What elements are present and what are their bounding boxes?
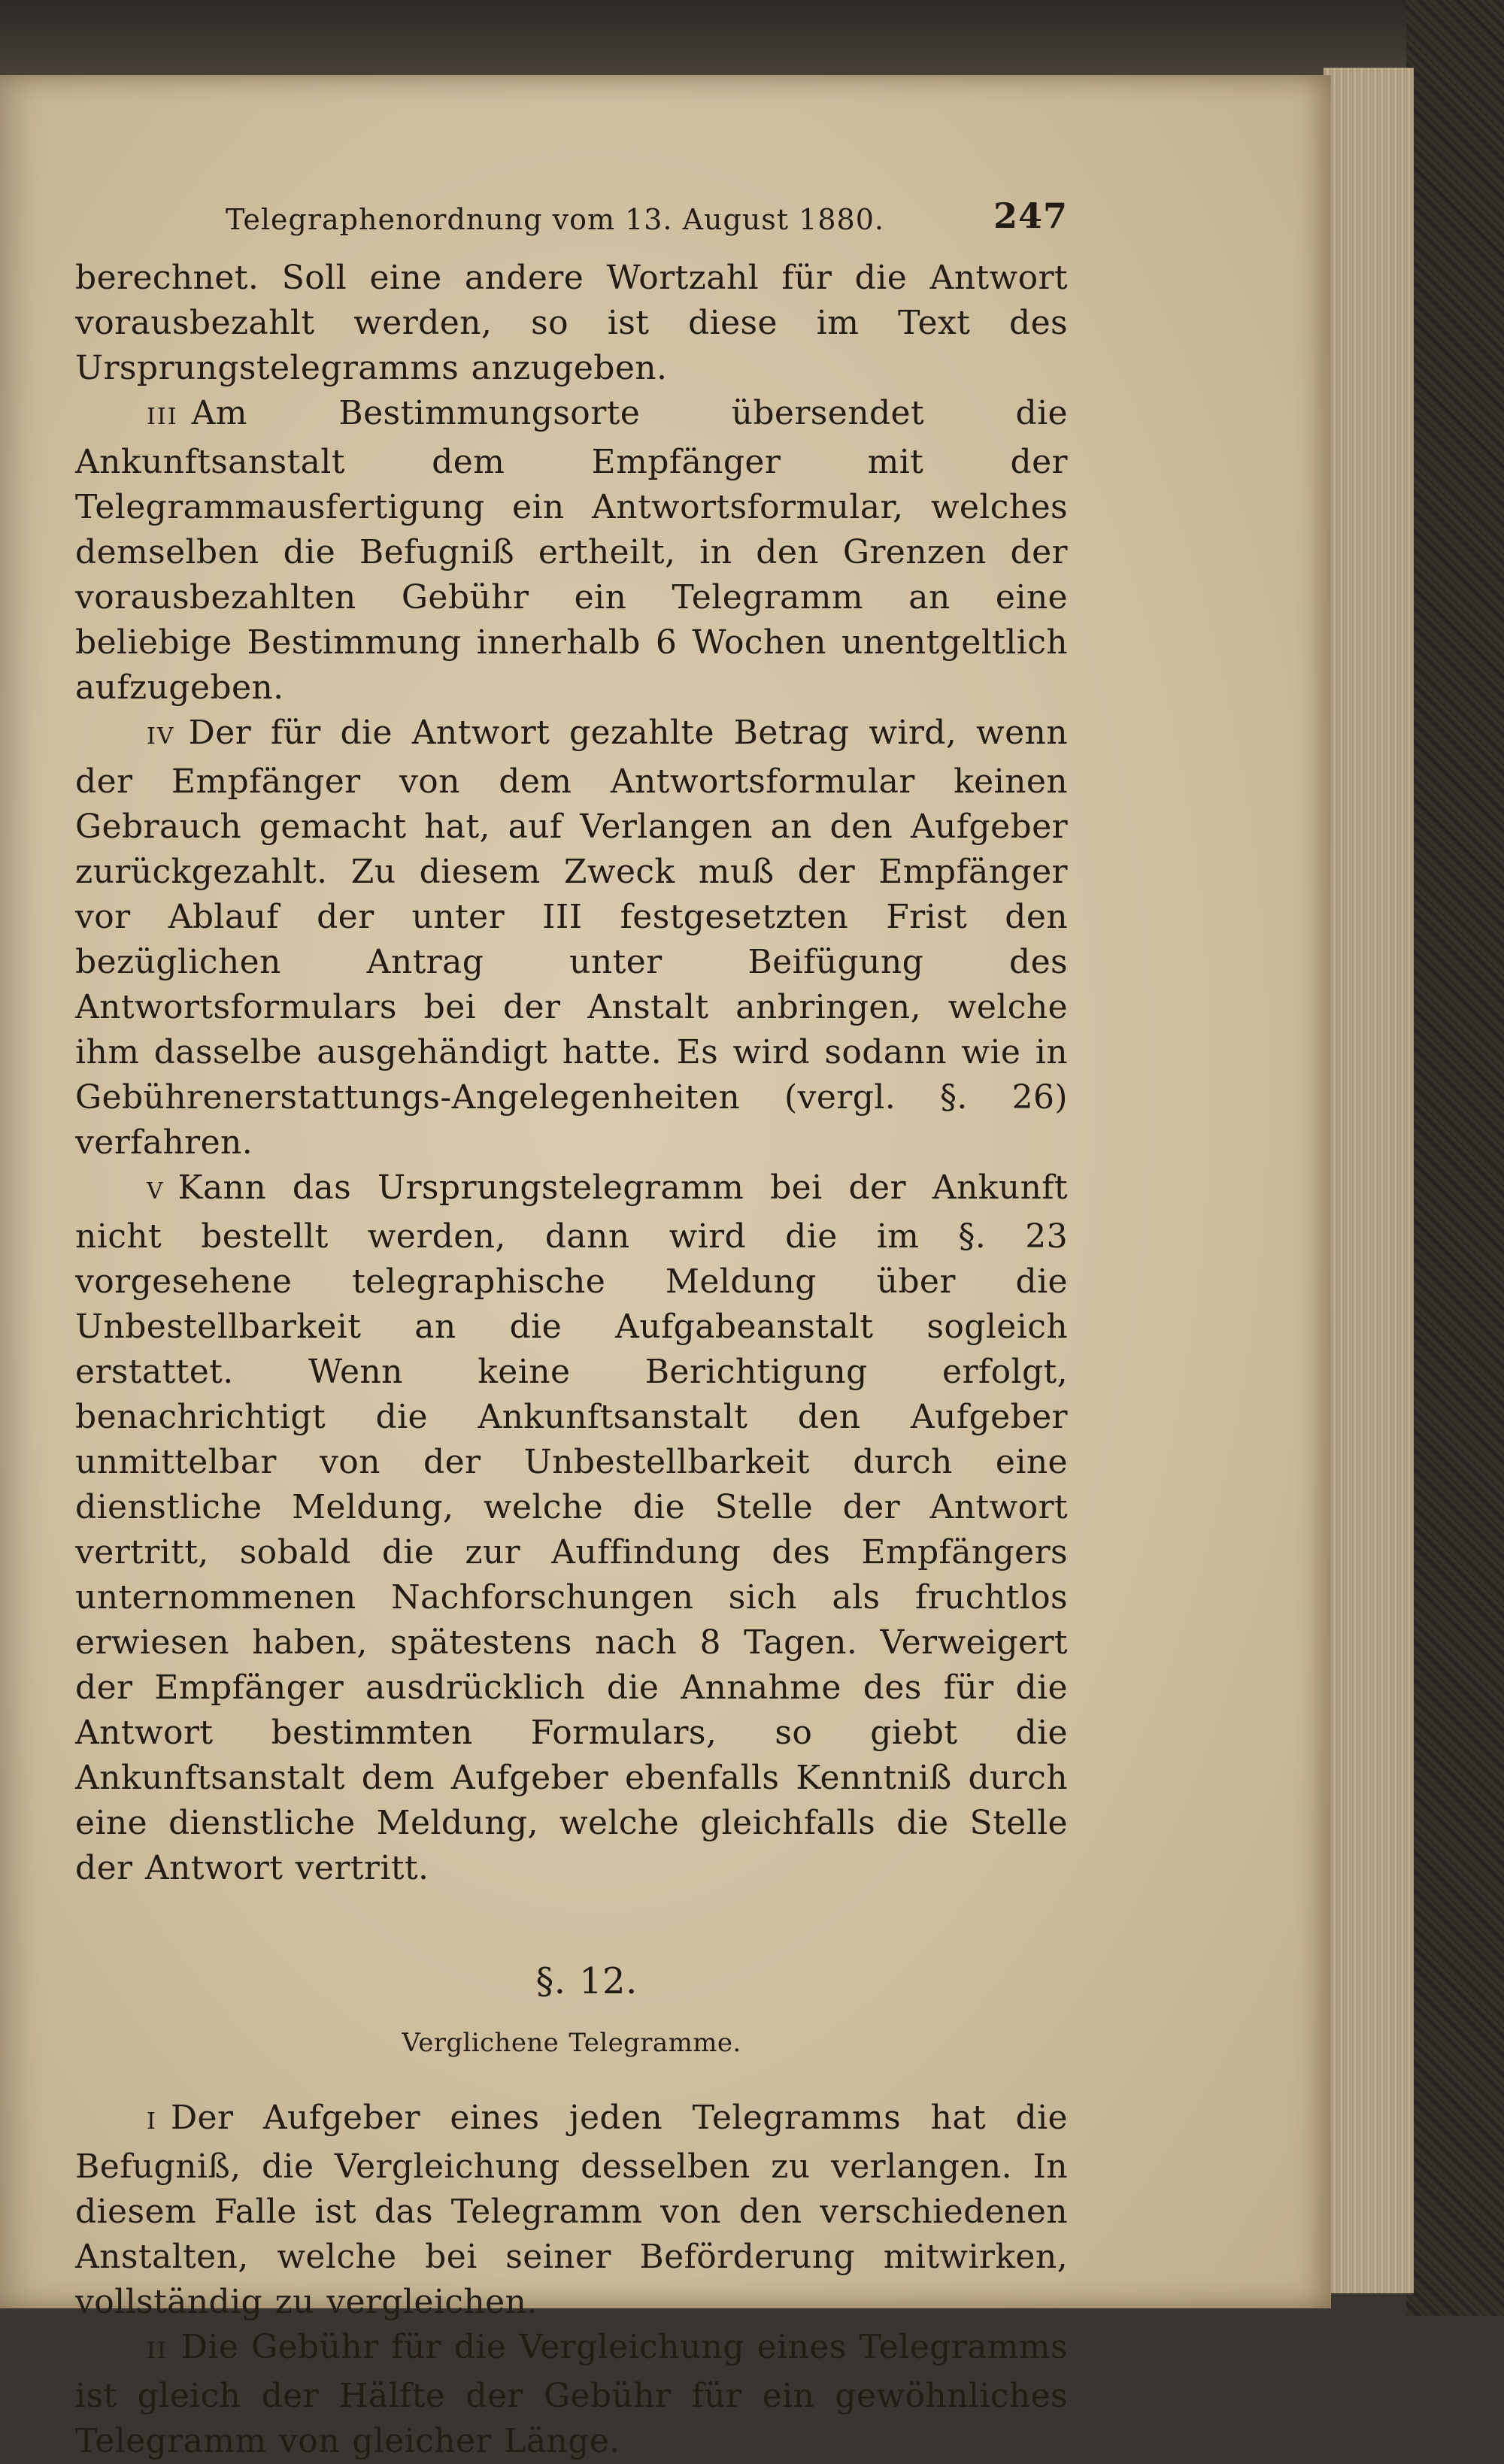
paragraph-number: II [147,2338,168,2364]
paragraph-number: V [147,1178,165,1205]
page-edges [1324,68,1414,2293]
paragraph-IV [75,711,1068,1165]
paragraph-V [75,1165,1068,1891]
paragraph-text: Der für die Antwort gezahlte Betrag wird, wenn der Empfänger von dem Antwortsformular keinen Gebrauch gemacht hat, auf Verlangen an den Aufgeber zurückgezahlt. Zu diesem Zweck muß der Empfänger vor Ablauf der unter III festgesetzten Frist den bezüglichen Antrag unter Beifügung des Antwortsformulars bei der Anstalt anbringen, welche ihm dasselbe ausgehändigt hatte. Es wird sodann wie in Gebührenerstattungs-Angelegenheiten (vergl. §. 26) verfahren. [75,714,1068,1162]
continuation-paragraph: berechnet. Soll eine andere Wortzahl für die Antwort vorausbezahlt werden, so ist diese im Text des Ursprungstelegramms anzugeben. [75,259,1068,387]
paragraph-number: III [147,404,178,430]
paragraph-II [75,2325,1068,2464]
paragraph-I [75,2096,1068,2325]
paragraph-text: Am Bestimmungsorte übersendet die Ankunftsanstalt dem Empfänger mit der Telegrammausfertigung ein Antwortsformular, welches demselben die Befugniß ertheilt, in den Grenzen der vorausbezahlten Gebühr ein Telegramm an eine beliebige Bestimmung innerhalb 6 Wochen unentgeltlich aufzugeben. [75,394,1068,707]
section-title: Verglichene Telegramme. [402,2028,741,2058]
book-page [0,75,1331,2460]
paragraph-number: IV [147,723,175,750]
running-title: Telegraphenordnung vom 13. August 1880. [226,203,884,236]
book-cover-top [0,0,1504,83]
paragraph-text: Der Aufgeber eines jeden Telegramms hat die Befugniß, die Vergleichung desselben zu verlangen. In diesem Falle ist das Telegramm von den verschiedenen Anstalten, welche bei seiner Beförderung mitwirken, vollständig zu vergleichen. [75,2099,1068,2321]
body-text [75,256,1068,2464]
running-header [75,195,1068,256]
paragraph-number: I [147,2108,157,2135]
paragraph-text: Kann das Ursprungstelegramm bei der Ankunft nicht bestellt werden, dann wird die im §. 23 vorgesehene telegraphische Meldung über die Unbestellbarkeit an die Aufgabeanstalt sogleich erstattet. Wenn keine Berichtigung erfolgt, benachrichtigt die Ankunftsanstalt den Aufgeber unmittelbar von der Unbestellbarkeit durch eine dienstliche Meldung, welche die Stelle der Antwort vertritt, sobald die zur Auffindung des Empfängers unternommenen Nachforschungen sich als fruchtlos erwiesen haben, spätestens nach 8 Tagen. Verweigert der Empfänger ausdrücklich die Annahme des für die Antwort bestimmten Formulars, so giebt die Ankunftsanstalt dem Aufgeber ebenfalls Kenntniß durch eine dienstliche Meldung, welche gleichfalls die Stelle der Antwort vertritt. [75,1168,1068,1887]
paragraph-text: Die Gebühr für die Vergleichung eines Telegramms ist gleich der Hälfte der Gebühr für ein gewöhnliches Telegramm von gleicher Länge. [75,2328,1068,2460]
page-content [75,195,1068,2464]
book-cover-right [1406,0,1504,2316]
paragraph-III [75,391,1068,711]
section-number: §. 12. [535,1960,638,2002]
page-number: 247 [993,195,1068,236]
